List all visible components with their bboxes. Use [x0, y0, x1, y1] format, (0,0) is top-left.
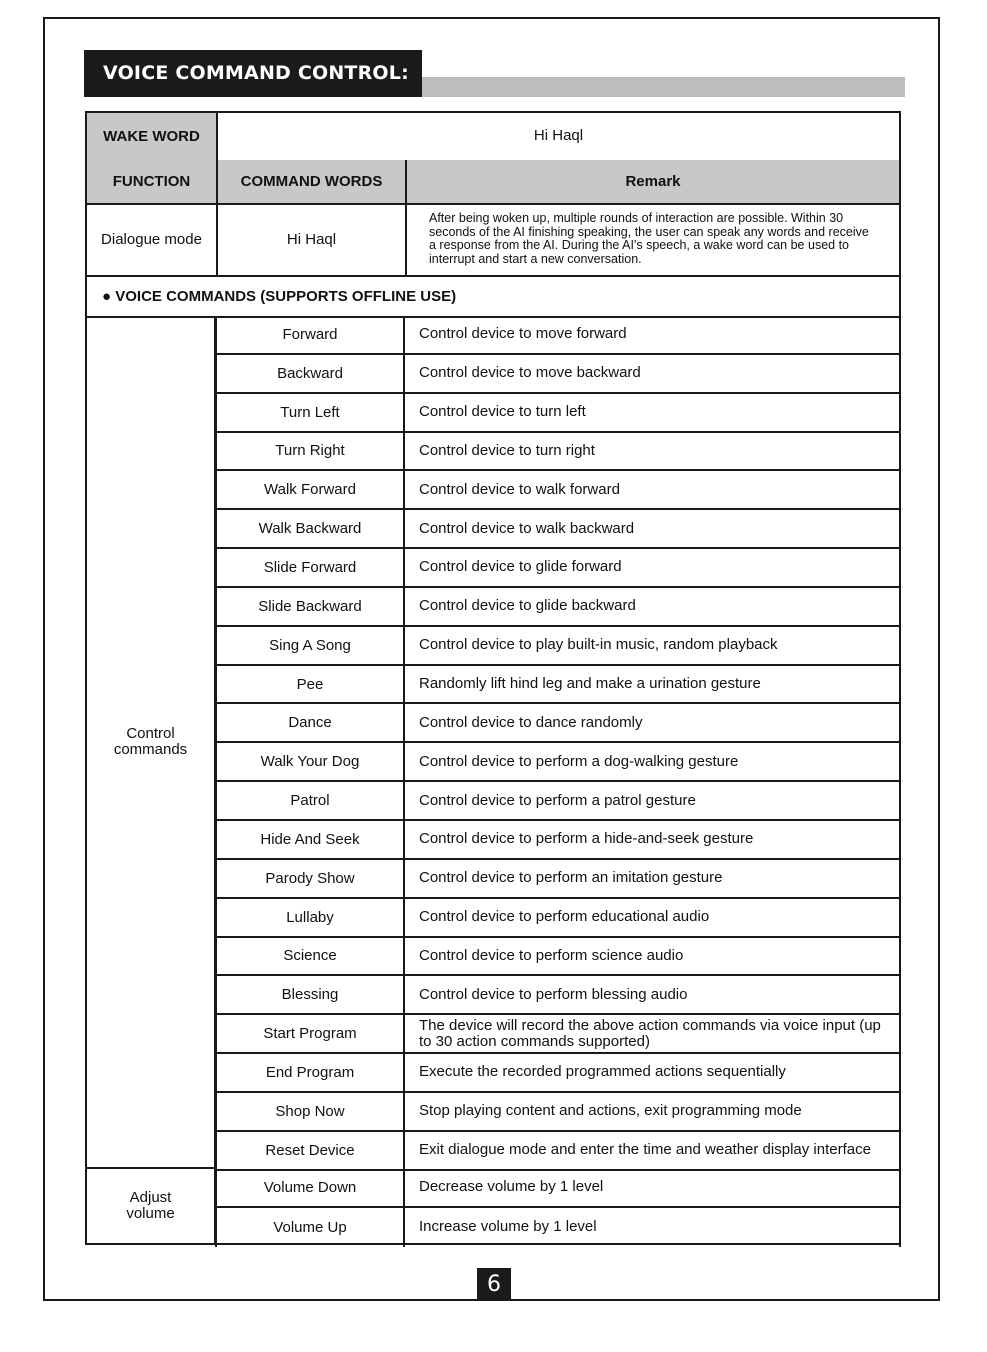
table-row — [215, 316, 899, 355]
command-word: Reset Device — [215, 1132, 405, 1169]
table-row — [215, 1015, 899, 1054]
table-row — [215, 1132, 899, 1171]
command-remark: Increase volume by 1 level — [419, 1218, 597, 1236]
command-word: End Program — [215, 1054, 405, 1091]
voice-commands-section-title: ● VOICE COMMANDS (SUPPORTS OFFLINE USE) — [85, 276, 901, 318]
command-word: Walk Your Dog — [215, 743, 405, 780]
volume-commands-table — [215, 1169, 901, 1247]
command-remark: Randomly lift hind leg and make a urination gesture — [419, 675, 761, 693]
title-accent-bar — [422, 77, 905, 97]
table-row — [215, 860, 899, 899]
command-remark: Execute the recorded programmed actions sequentially — [419, 1063, 786, 1081]
command-remark: Control device to move forward — [419, 325, 627, 343]
table-row — [215, 704, 899, 743]
command-word: Pee — [215, 666, 405, 703]
command-word: Backward — [215, 355, 405, 392]
command-word: Volume Down — [215, 1169, 405, 1206]
header-command-words: COMMAND WORDS — [218, 160, 407, 203]
table-row — [215, 782, 899, 821]
command-remark: Control device to glide forward — [419, 558, 622, 576]
command-remark: Control device to walk backward — [419, 519, 635, 537]
table-row — [215, 394, 899, 433]
command-remark: Control device to walk forward — [419, 480, 620, 498]
table-row — [215, 433, 899, 472]
page-title: VOICE COMMAND CONTROL: — [84, 50, 422, 97]
table-row — [215, 899, 899, 938]
command-word: Patrol — [215, 782, 405, 819]
command-word: Shop Now — [215, 1093, 405, 1130]
command-word: Sing A Song — [215, 627, 405, 664]
command-word: Lullaby — [215, 899, 405, 936]
table-row — [215, 627, 899, 666]
command-remark: The device will record the above action commands via voice input (up to 30 action commands supported) — [419, 1016, 881, 1050]
command-word: Dance — [215, 704, 405, 741]
command-remark: Exit dialogue mode and enter the time and weather display interface — [419, 1141, 871, 1159]
command-remark: Control device to dance randomly — [419, 713, 643, 731]
page-number: 6 — [477, 1268, 511, 1301]
command-word: Turn Right — [215, 433, 405, 470]
command-remark: Control device to move backward — [419, 364, 641, 382]
table-row — [215, 938, 899, 977]
command-word: Walk Backward — [215, 510, 405, 547]
group-label-volume — [85, 1167, 216, 1245]
control-commands-table — [215, 316, 901, 1171]
command-word: Forward — [215, 316, 405, 353]
command-remark: Control device to glide backward — [419, 597, 636, 615]
table-row — [215, 821, 899, 860]
group-label-control — [85, 316, 216, 1169]
wake-word-row — [85, 111, 901, 162]
command-word: Volume Up — [215, 1208, 405, 1247]
command-remark: Control device to perform science audio — [419, 946, 684, 964]
table-row — [215, 1208, 899, 1247]
group-label-text: Control commands — [113, 724, 188, 758]
table-row — [215, 666, 899, 705]
command-remark: Control device to perform a hide-and-seek gesture — [419, 830, 754, 848]
header-remark: Remark — [407, 160, 899, 203]
command-word: Science — [215, 938, 405, 975]
table-row — [215, 976, 899, 1015]
dialogue-function: Dialogue mode — [87, 203, 218, 275]
table-row — [215, 1054, 899, 1093]
table-row — [215, 1093, 899, 1132]
command-word: Start Program — [215, 1015, 405, 1052]
table-row — [215, 355, 899, 394]
command-remark: Control device to play built-in music, random playback — [419, 636, 778, 654]
table-bottom-border — [85, 1243, 901, 1245]
table-row — [215, 510, 899, 549]
command-word: Hide And Seek — [215, 821, 405, 858]
table-row — [215, 743, 899, 782]
table-row — [215, 1169, 899, 1208]
command-remark: Control device to perform blessing audio — [419, 985, 688, 1003]
table-row — [215, 471, 899, 510]
dialogue-row — [85, 203, 901, 277]
command-remark: Control device to turn left — [419, 403, 586, 421]
command-remark: Control device to perform an imitation gesture — [419, 869, 723, 887]
group-label-text: Adjust volume — [126, 1189, 175, 1222]
command-remark: Decrease volume by 1 level — [419, 1178, 604, 1196]
command-remark: Control device to perform a dog-walking gesture — [419, 752, 739, 770]
command-remark: Control device to perform educational audio — [419, 908, 710, 926]
dialogue-command: Hi Haql — [218, 203, 407, 275]
table-row — [215, 588, 899, 627]
wake-word-label: WAKE WORD — [87, 113, 218, 160]
command-word: Turn Left — [215, 394, 405, 431]
table-row — [215, 549, 899, 588]
header-function: FUNCTION — [87, 160, 218, 203]
command-word: Walk Forward — [215, 471, 405, 508]
command-word: Slide Backward — [215, 588, 405, 625]
wake-word-value: Hi Haql — [533, 127, 584, 144]
command-word: Blessing — [215, 976, 405, 1013]
command-word: Parody Show — [215, 860, 405, 897]
command-word: Slide Forward — [215, 549, 405, 586]
column-header-row — [85, 160, 901, 205]
command-remark: Control device to perform a patrol gesture — [419, 791, 696, 809]
command-remark: Control device to turn right — [419, 441, 595, 459]
dialogue-remark: After being woken up, multiple rounds of interaction are possible. Within 30 seconds of the AI finishing speaking, the user can speak any words and receive a response from the AI. During the AI's speech, a wake word can be used to interrupt and start a new conversation. — [429, 211, 869, 266]
command-remark: Stop playing content and actions, exit programming mode — [419, 1102, 802, 1120]
